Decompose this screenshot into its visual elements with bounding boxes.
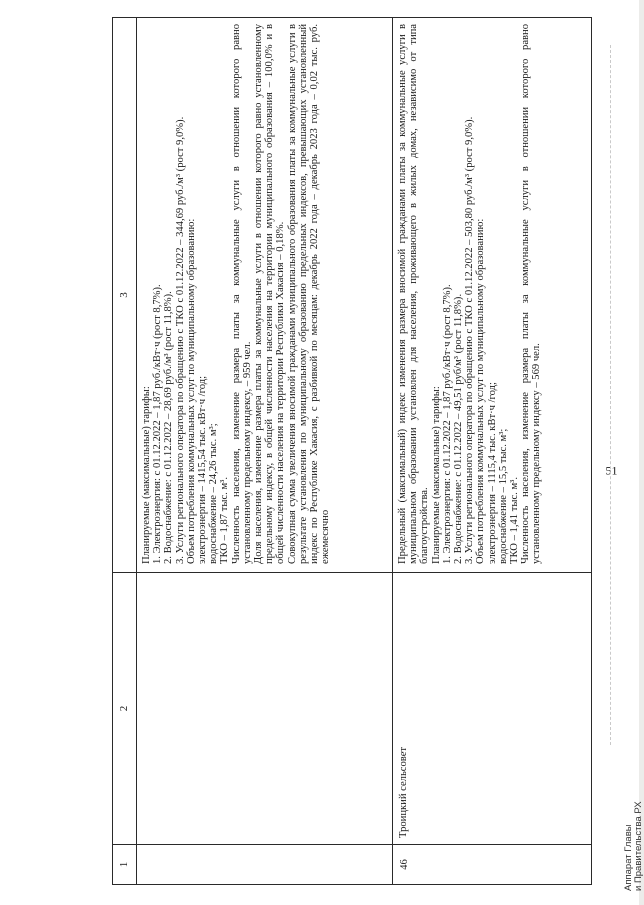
row-46-organization: Троицкий сельсовет (393, 572, 591, 844)
text-line: Совокупная сумма увеличения вносимой гражданами муниципального образования платы за коммунальные услуги в результате установления по муниципальному образованию предельных индексов, превышающих установленный индекс по Республике Хакасия, с разбивкой по месяцам: декабрь 2022 года – декабрь 2023 года – 0,02 тыс. руб. ежемесячно (286, 24, 332, 564)
row-46-description (393, 18, 591, 572)
footer-stamp (624, 801, 644, 891)
text-line: Объем потребления коммунальных услуг по муниципальному образованию: (185, 218, 197, 564)
text-line: Планируемые (максимальные) тарифы: (430, 386, 442, 564)
row-continued-description (137, 18, 393, 572)
text-line: электроэнергия – 1415,54 тыс. кВт·ч /год; (197, 375, 209, 564)
text-line: 2. Водоснабжение: с 01.12.2022 – 49,51 руб/м³ (рост 11,8%). (453, 293, 465, 564)
text-line: электроэнергия – 1115,4 тыс. кВт·ч /год; (486, 382, 498, 564)
text-line: 1. Электроэнергия: с 01.12.2022 – 1,87 руб./кВт·ч (рост 8,7%). (152, 284, 164, 564)
text-line: Численность населения, изменение размера платы за коммунальные услуги в отношении которого равно установленному предельному индексу, – 959 чел. (230, 24, 253, 564)
text-line: ТКО – 1,41 тыс. м³. (509, 477, 521, 564)
text-line: 2. Водоснабжение: с 01.12.2022 – 28,69 руб./м³ (рост 11,8%). (163, 291, 175, 564)
text-line: Предельный (максимальный) индекс изменения размера вносимой гражданами платы за коммунальные услуги в муниципальном образовании установлен для населения, проживающего в жилых домах, независимо от типа благоустройства. (397, 24, 431, 564)
column-header-1: 1 (113, 844, 137, 884)
row-continued-number (137, 844, 393, 884)
tariff-table (112, 17, 592, 885)
footer-line-2: и Правительства РХ (633, 801, 644, 891)
row-46-number: 46 (393, 844, 591, 884)
text-line: водоснабжение – 24,26 тыс. м³; (208, 423, 220, 564)
text-line: ТКО – 1,87 тыс. м³. (219, 477, 231, 564)
text-line: 3. Услуги регионального оператора по обращению с ТКО с 01.12.2022 – 344,69 руб./м³ (рост 9,0%). (174, 116, 186, 564)
page-number: 51 (605, 463, 618, 478)
text-line: 3. Услуги регионального оператора по обращению с ТКО с 01.12.2022 – 503,80 руб./м³ (рост 9,0%). (464, 116, 476, 564)
text-line: 1. Электроэнергия: с 01.12.2022 – 1,87 руб./кВт·ч (рост 8,7%). (441, 284, 453, 564)
footer-divider (610, 45, 611, 745)
text-line: Планируемые (максимальные) тарифы: (141, 386, 152, 564)
column-header-2: 2 (113, 572, 137, 844)
text-line: водоснабжение – 15,5 тыс. м³; (497, 428, 509, 564)
column-header-3: 3 (113, 18, 137, 572)
text-line: Доля населения, изменение размера платы за коммунальные услуги в отношении которого равно установленному предельному индексу, в общей численности населения на территории муниципального образования – 100,0% и в общей численности населения на территории Республики Хакасия – 0,18%. (253, 24, 287, 564)
row-continued-organization (137, 572, 393, 844)
footer-line-1: Аппарат Главы (623, 824, 634, 891)
text-line: Объем потребления коммунальных услуг по муниципальному образованию: (475, 218, 487, 564)
text-line: Численность населения, изменение размера платы за коммунальные услуги в отношении которого равно установленному предельному индексу – 569 чел. (520, 24, 543, 564)
